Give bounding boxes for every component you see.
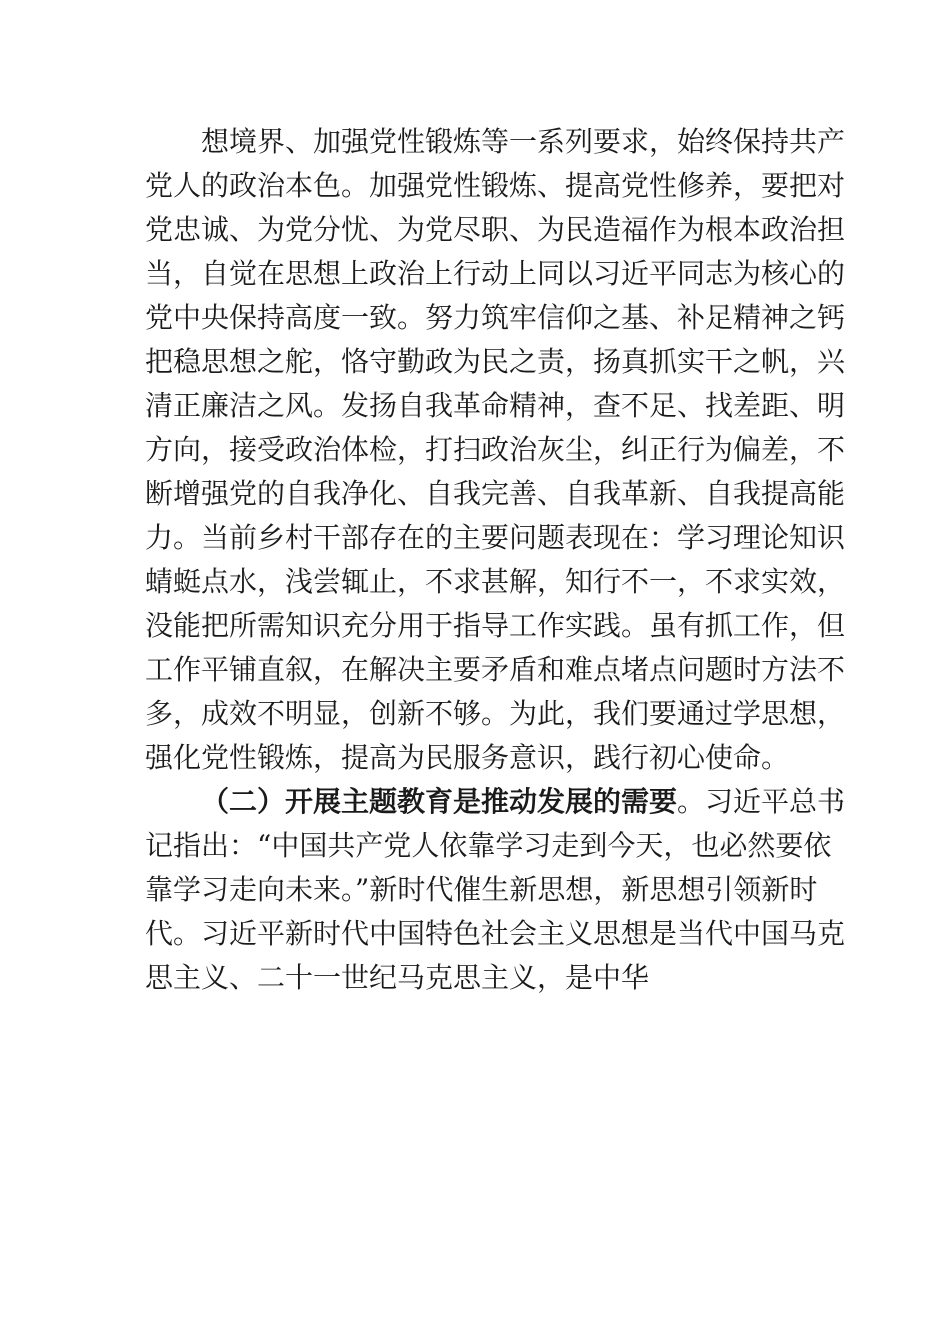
paragraph-1-line-15: 强化党性锻炼，提高为民服务意识，践行初心使命。 xyxy=(145,741,790,774)
paragraph-1-line-4: 当，自觉在思想上政治上行动上同以习近平同志为核心的 xyxy=(145,257,846,290)
paragraph-2-line-4: 代。习近平新时代中国特色社会主义思想是当代中国马克 xyxy=(145,917,846,950)
paragraph-1-line-9: 断增强党的自我净化、自我完善、自我革新、自我提高能 xyxy=(145,477,846,510)
paragraph-2-line-1-rest: 。习近平总书 xyxy=(677,785,846,818)
paragraph-1-line-7: 清正廉洁之风。发扬自我革命精神，查不足、找差距、明 xyxy=(145,389,846,422)
paragraph-1-line-5: 党中央保持高度一致。努力筑牢信仰之基、补足精神之钙 xyxy=(145,301,846,334)
paragraph-2-line-3: 靠学习走向未来。”新时代催生新思想，新思想引领新时 xyxy=(145,873,818,906)
paragraph-1-line-3: 党忠诚、为党分忧、为党尽职、为民造福作为根本政治担 xyxy=(145,213,846,246)
paragraph-1-line-6: 把稳思想之舵，恪守勤政为民之责，扬真抓实干之帆，兴 xyxy=(145,345,846,378)
section-heading: （二）开展主题教育是推动发展的需要 xyxy=(201,785,678,818)
paragraph-1-line-12: 没能把所需知识充分用于指导工作实践。虽有抓工作，但 xyxy=(145,609,846,642)
paragraph-2-line-2: 记指出：“中国共产党人依靠学习走到今天，也必然要依 xyxy=(145,829,832,862)
paragraph-1-line-2: 党人的政治本色。加强党性锻炼、提高党性修养，要把对 xyxy=(145,169,846,202)
paragraph-1-line-11: 蜻蜓点水，浅尝辄止，不求甚解，知行不一，不求实效， xyxy=(145,565,846,598)
paragraph-2-line-1 xyxy=(145,780,846,824)
paragraph-1-line-14: 多，成效不明显，创新不够。为此，我们要通过学思想， xyxy=(145,697,846,730)
body-text xyxy=(145,120,846,1000)
paragraph-1-line-10: 力。当前乡村干部存在的主要问题表现在：学习理论知识 xyxy=(145,521,846,554)
paragraph-2-line-5: 思主义、二十一世纪马克思主义，是中华 xyxy=(145,961,650,994)
paragraph-1-line-13: 工作平铺直叙，在解决主要矛盾和难点堵点问题时方法不 xyxy=(145,653,846,686)
paragraph-1-line-8: 方向，接受政治体检，打扫政治灰尘，纠正行为偏差，不 xyxy=(145,433,846,466)
paragraph-1-line-1: 想境界、加强党性锻炼等一系列要求，始终保持共产 xyxy=(201,125,846,158)
